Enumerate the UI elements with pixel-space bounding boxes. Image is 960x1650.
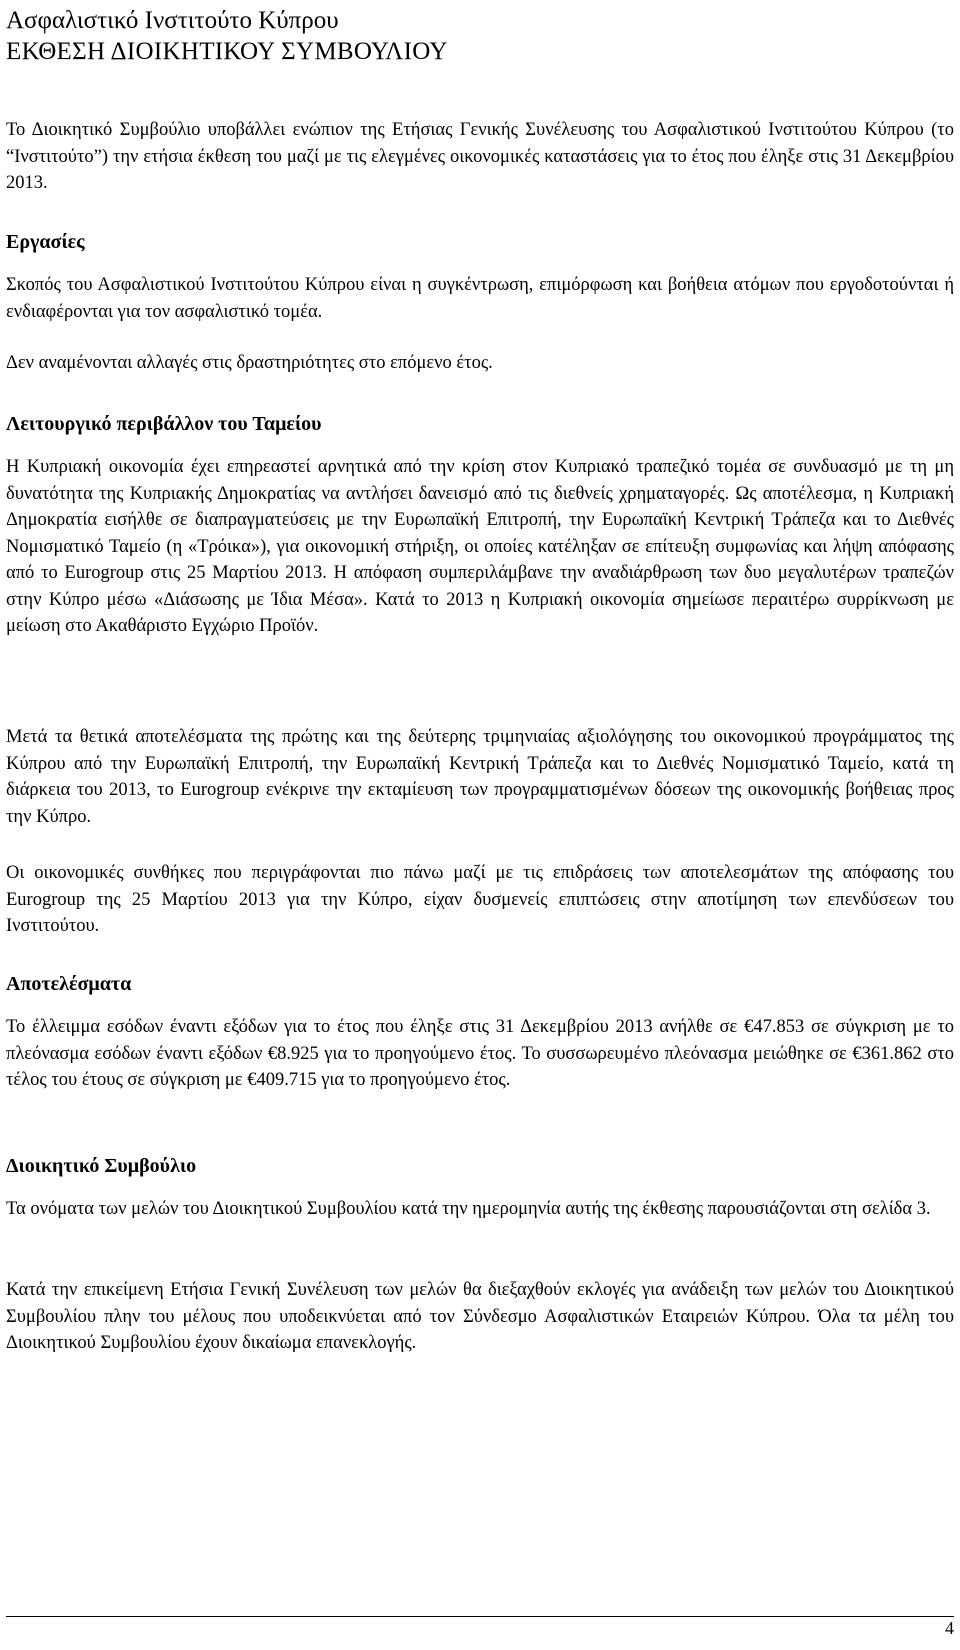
institute-title: Ασφαλιστικό Ινστιτούτο Κύπρου (6, 7, 339, 34)
results-paragraph: Το έλλειμμα εσόδων έναντι εξόδων για το έτος που έληξε στις 31 Δεκεμβρίου 2013 ανήλθε σε €47.853 σε σύγκριση με το πλεόνασμα εσόδων έναντι εξόδων €8.925 για το προηγούμενο έτος. Το συσσωρευμένο πλεόνασμα μειώθηκε σε €361.862 στο τέλος του έτους σε σύγκριση με €409.715 για το προηγούμενο έτος. (6, 1017, 954, 1090)
environment-paragraph-3: Οι οικονομικές συνθήκες που περιγράφονται πιο πάνω μαζί με τις επιδράσεις των αποτελεσμάτων της απόφασης του Eurogroup της 25 Μαρτίου 2013 για την Κύπρο, είχαν δυσμενείς επιπτώσεις στην αποτίμηση των επενδύσεων του Ινστιτούτου. (6, 863, 954, 936)
results-heading: Αποτελέσματα (6, 973, 132, 995)
section-activities (6, 229, 954, 255)
activities-paragraph-2: Δεν αναμένονται αλλαγές στις δραστηριότητες στο επόμενο έτος. (6, 353, 493, 373)
board-paragraph-1: Τα ονόματα των μελών του Διοικητικού Συμβουλίου κατά την ημερομηνία αυτής της έκθεσης παρουσιάζονται στη σελίδα 3. (6, 1199, 931, 1219)
environment-paragraph-1: Η Κυπριακή οικονομία έχει επηρεαστεί αρνητικά από την κρίση στον Κυπριακό τραπεζικό τομέα σε συνδυασμό με τη μη δυνατότητα της Κυπριακής Δημοκρατίας να αντλήσει δανεισμό από τις διεθνείς χρηματαγορές. Ως αποτέλεσμα, η Κυπριακή Δημοκρατία εισήλθε σε διαπραγματεύσεις με την Ευρωπαϊκή Επιτροπή, την Ευρωπαϊκή Κεντρική Τράπεζα και το Διεθνές Νομισματικό Ταμείο (η «Τρόικα»), για οικονομική στήριξη, οι οποίες κατέληξαν σε επίτευξη συμφωνίας και λήψη απόφασης από το Eurogroup στις 25 Μαρτίου 2013. Η απόφαση συμπεριλάμβανε την αναδιάρθρωση των δυο μεγαλυτέρων τραπεζών στην Κύπρο μέσω «Διάσωσης με Ίδια Μέσα». Κατά το 2013 η Κυπριακή οικονομία σημείωσε περαιτέρω συρρίκνωση με μείωση στο Ακαθάριστο Εγχώριο Προϊόν. (6, 457, 954, 636)
board-paragraph-2: Κατά την επικείμενη Ετήσια Γενική Συνέλευση των μελών θα διεξαχθούν εκλογές για ανάδειξη των μελών του Διοικητικού Συμβουλίου πλην του μέλους που υποδεικνύεται από τον Σύνδεσμο Ασφαλιστικών Εταιρειών Κύπρου. Όλα τα μέλη του Διοικητικού Συμβουλίου έχουν δικαίωμα επανεκλογής. (6, 1280, 954, 1353)
activities-paragraph-1: Σκοπός του Ασφαλιστικού Ινστιτούτου Κύπρου είναι η συγκέντρωση, επιμόρφωση και βοήθεια ατόμων που εργοδοτούνται ή ενδιαφέρονται για τον ασφαλιστικό τομέα. (6, 275, 954, 322)
section-board (6, 1153, 954, 1179)
environment-paragraph-2: Μετά τα θετικά αποτελέσματα της πρώτης και της δεύτερης τριμηνιαίας αξιολόγησης του οικονομικού προγράμματος της Κύπρου από την Ευρωπαϊκή Επιτροπή, την Ευρωπαϊκή Κεντρική Τράπεζα και το Διεθνές Νομισματικό Ταμείο, κατά τη διάρκεια του 2013, το Eurogroup ενέκρινε την εκταμίευση των προγραμματισμένων δόσεων της οικονομικής βοήθειας προς την Κύπρο. (6, 727, 954, 827)
section-environment (6, 411, 954, 437)
footer-rule (6, 1616, 954, 1617)
board-heading: Διοικητικό Συμβούλιο (6, 1155, 197, 1177)
activities-heading: Εργασίες (6, 231, 85, 253)
page-number: 4 (945, 1618, 954, 1638)
document-header (6, 0, 954, 67)
environment-heading: Λειτουργικό περιβάλλον του Ταμείου (6, 413, 322, 435)
section-results (6, 971, 954, 997)
intro-paragraph: Το Διοικητικό Συμβούλιο υποβάλλει ενώπιον της Ετήσιας Γενικής Συνέλευσης του Ασφαλιστικού Ινστιτούτου Κύπρου (το “Ινστιτούτο”) την ετήσια έκθεση του μαζί με τις ελεγμένες οικονομικές καταστάσεις για το έτος που έληξε στις 31 Δεκεμβρίου 2013. (6, 120, 954, 193)
report-title: ΕΚΘΕΣΗ ΔΙΟΙΚΗΤΙΚΟΥ ΣΥΜΒΟΥΛΙΟΥ (6, 38, 448, 65)
